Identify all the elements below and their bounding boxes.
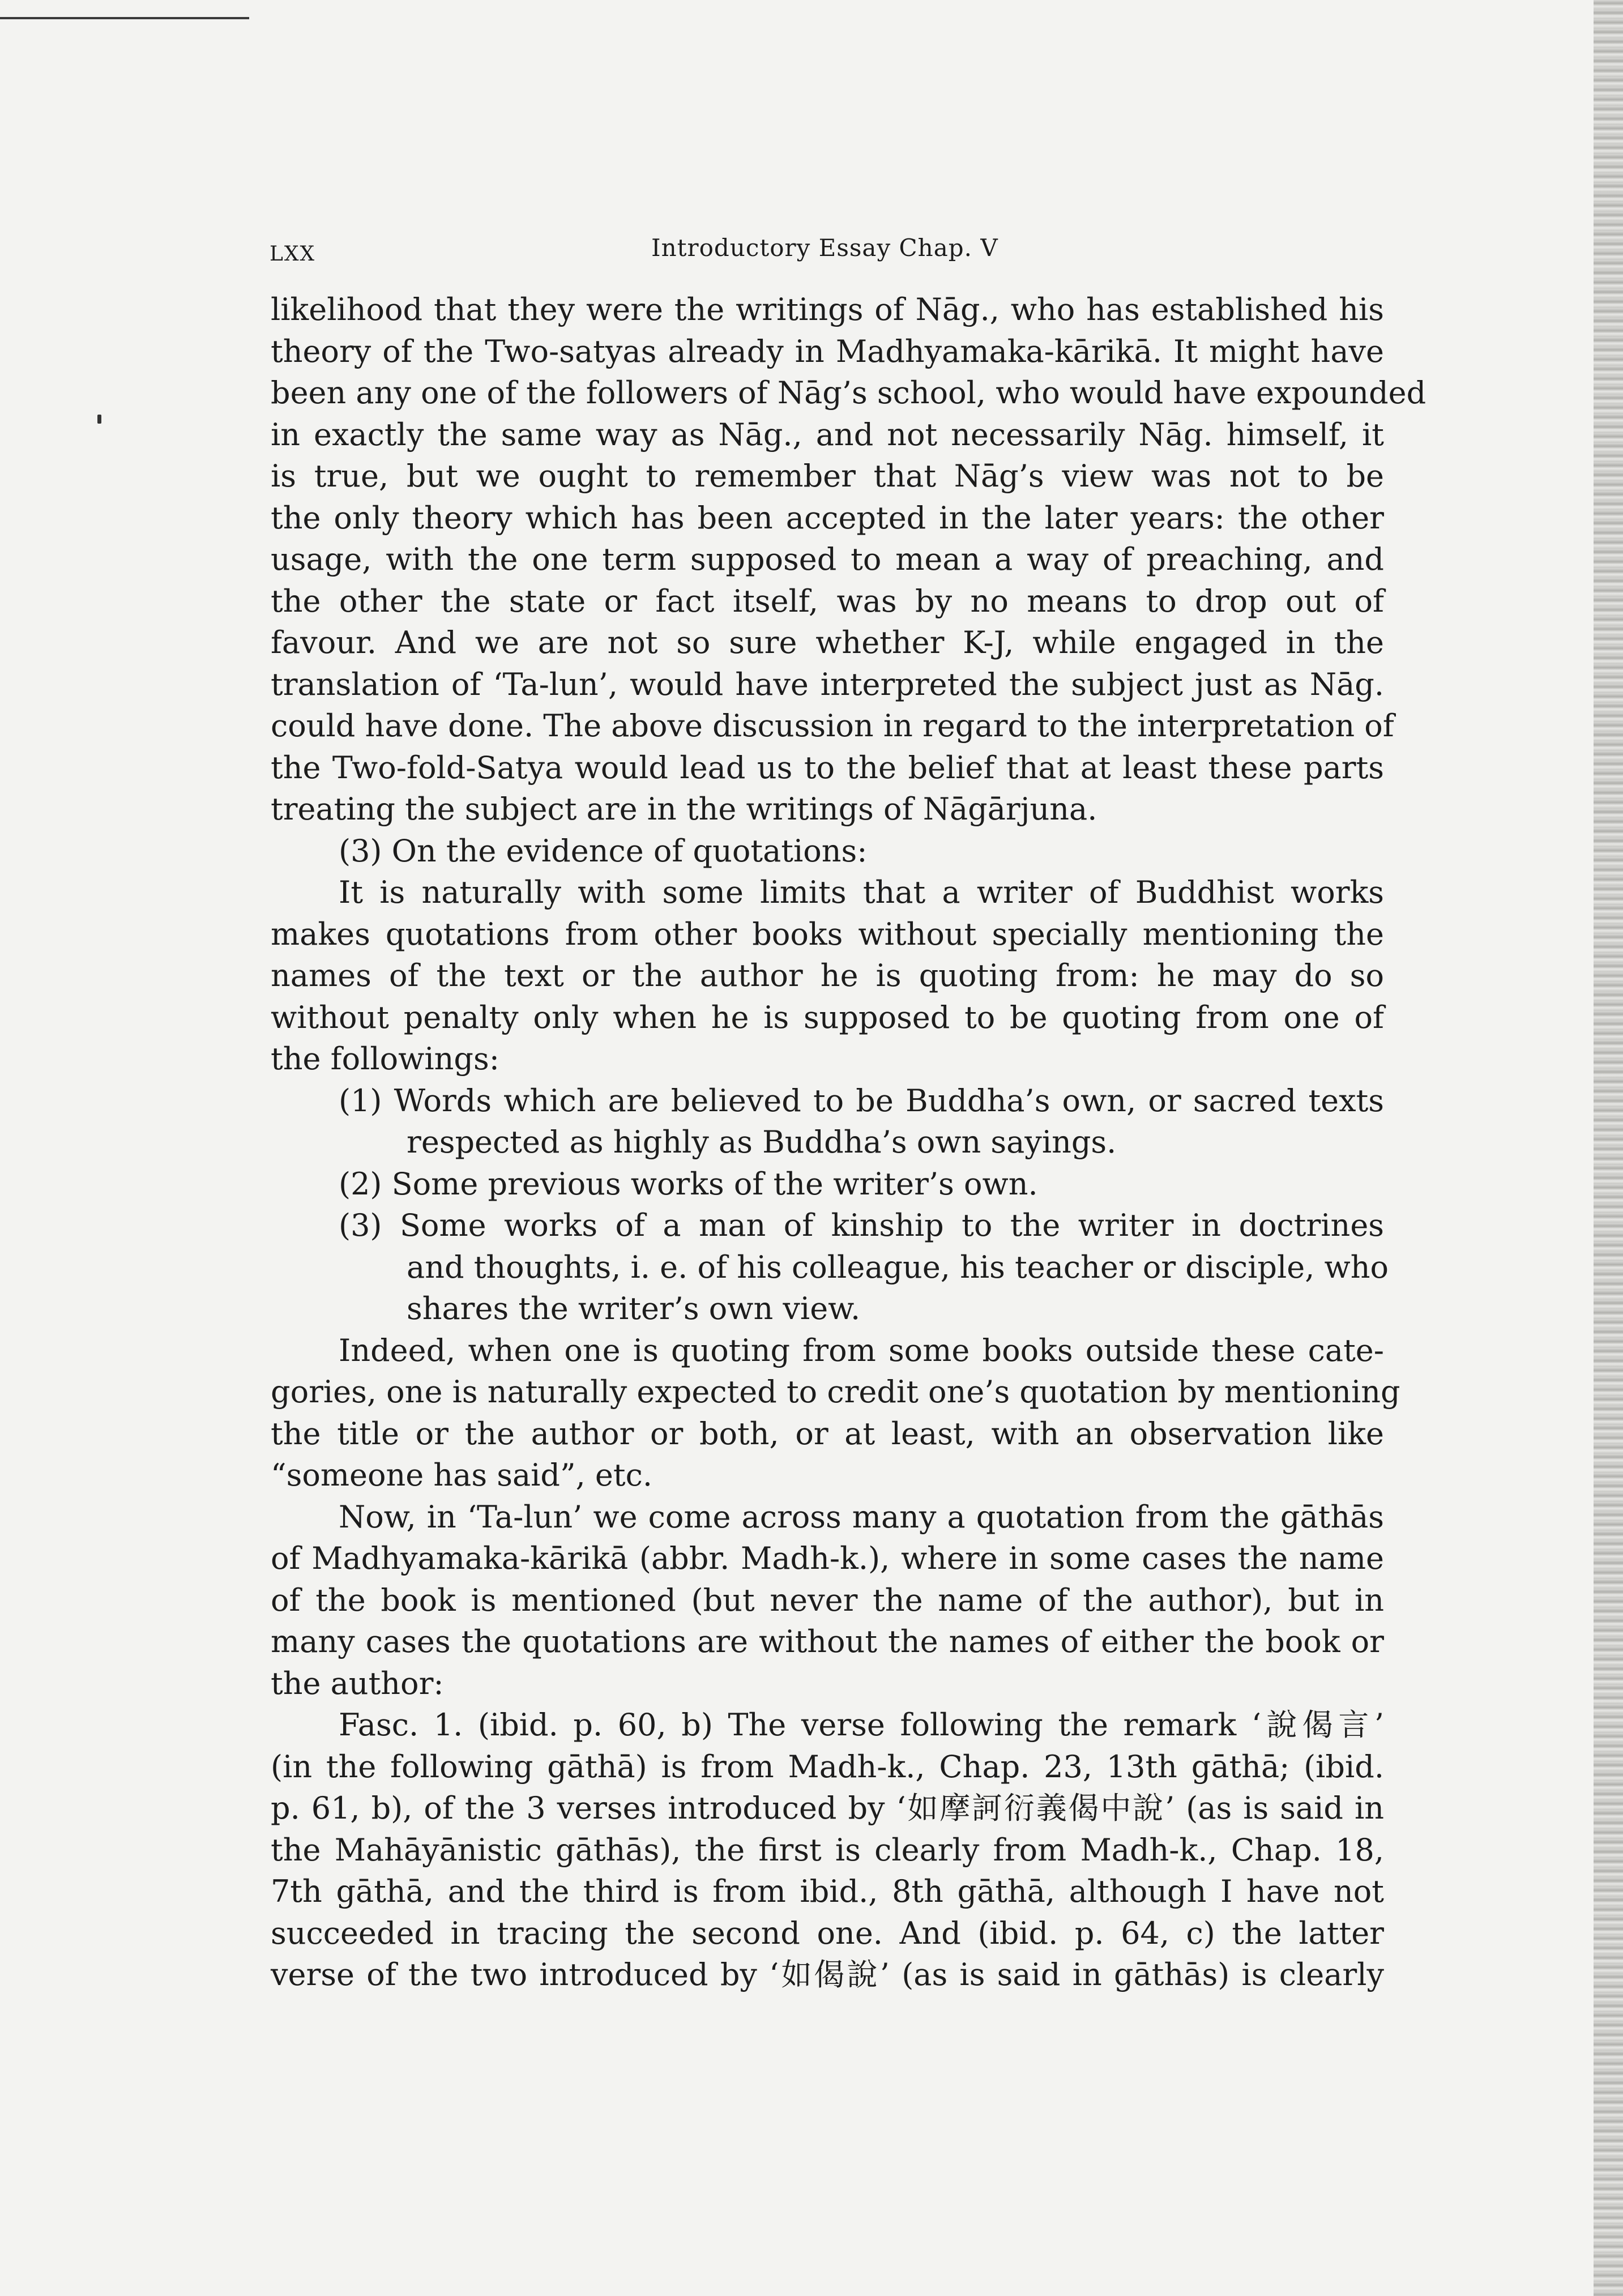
text-line: “someone has said”, etc.	[271, 1457, 652, 1493]
text-line: (2) Some previous works of the writer’s own.	[339, 1166, 1038, 1202]
text-line: been any one of the followers of Nāg’s school, who would have expounded	[271, 375, 1426, 411]
text-line: the followings:	[271, 1041, 499, 1077]
ink-speck	[97, 415, 101, 424]
text-line: theory of the Two-satyas already in Madhyamaka-kārikā. It might have	[271, 333, 1384, 369]
text-line: (in the following gāthā) is from Madh-k., Chap. 23, 13th gāthā; (ibid.	[271, 1748, 1384, 1785]
text-line: is true, but we ought to remember that Nāg’s view was not to be	[271, 458, 1384, 494]
top-rule	[0, 17, 249, 19]
text-line: in exactly the same way as Nāg., and not necessarily Nāg. himself, it	[271, 416, 1384, 453]
body-text	[271, 289, 1426, 1996]
text-line: could have done. The above discussion in regard to the interpretation of	[271, 708, 1394, 744]
text-line: (3) Some works of a man of kinship to the writer in doctrines	[339, 1207, 1384, 1243]
text-line: the title or the author or both, or at least, with an observation like	[271, 1415, 1384, 1452]
page-edge-shadow	[1594, 0, 1623, 2296]
text-line: verse of the two introduced by ‘如偈說’ (as is said in gāthās) is clearly	[271, 1957, 1384, 1992]
text-line: Now, in ‘Ta-lun’ we come across many a quotation from the gāthās	[339, 1499, 1384, 1535]
page-folio: LXX	[270, 242, 316, 266]
text-line: usage, with the one term supposed to mean a way of preaching, and	[271, 541, 1384, 577]
text-line: (1) Words which are believed to be Buddha’s own, or sacred texts	[339, 1082, 1384, 1119]
text-line: names of the text or the author he is quoting from: he may do so	[271, 958, 1384, 993]
running-head: Introductory Essay Chap. V	[651, 234, 998, 262]
text-line: (3) On the evidence of quotations:	[339, 833, 868, 869]
text-line: the Mahāyānistic gāthās), the first is clearly from Madh-k., Chap. 18,	[271, 1832, 1384, 1868]
text-line: Indeed, when one is quoting from some books outside these cate-	[339, 1332, 1384, 1368]
text-line: p. 61, b), of the 3 verses introduced by ‘如摩訶衍義偈中說’ (as is said in	[271, 1790, 1384, 1826]
text-line: the other the state or fact itself, was by no means to drop out of	[271, 583, 1384, 619]
text-line: and thoughts, i. e. of his colleague, his teacher or disciple, who	[407, 1249, 1389, 1285]
text-line: of Madhyamaka-kārikā (abbr. Madh-k.), where in some cases the name	[271, 1540, 1384, 1576]
text-line: the only theory which has been accepted in the later years: the other	[271, 500, 1384, 536]
text-line: It is naturally with some limits that a writer of Buddhist works	[339, 874, 1384, 910]
text-line: treating the subject are in the writings of Nāgārjuna.	[271, 791, 1097, 827]
text-line: translation of ‘Ta-lun’, would have interpreted the subject just as Nāg.	[271, 666, 1384, 702]
text-line: of the book is mentioned (but never the name of the author), but in	[271, 1582, 1384, 1618]
text-line: shares the writer’s own view.	[407, 1291, 861, 1326]
text-line: the author:	[271, 1665, 444, 1701]
text-line: gories, one is naturally expected to credit one’s quotation by mentioning	[271, 1374, 1400, 1410]
text-line: without penalty only when he is supposed to be quoting from one of	[271, 999, 1384, 1035]
text-line: Fasc. 1. (ibid. p. 60, b) The verse following the remark ‘說偈言’	[339, 1707, 1384, 1743]
text-line: likelihood that they were the writings of Nāg., who has established his	[271, 292, 1384, 327]
text-line: makes quotations from other books without specially mentioning the	[271, 916, 1384, 952]
text-line: 7th gāthā, and the third is from ibid., 8th gāthā, although I have not	[271, 1873, 1384, 1909]
text-line: succeeded in tracing the second one. And (ibid. p. 64, c) the latter	[271, 1915, 1384, 1951]
text-line: respected as highly as Buddha’s own sayings.	[407, 1124, 1117, 1160]
text-line: the Two-fold-Satya would lead us to the belief that at least these parts	[271, 749, 1384, 786]
text-line: favour. And we are not so sure whether K-J, while engaged in the	[271, 625, 1384, 660]
text-line: many cases the quotations are without the names of either the book or	[271, 1624, 1384, 1659]
